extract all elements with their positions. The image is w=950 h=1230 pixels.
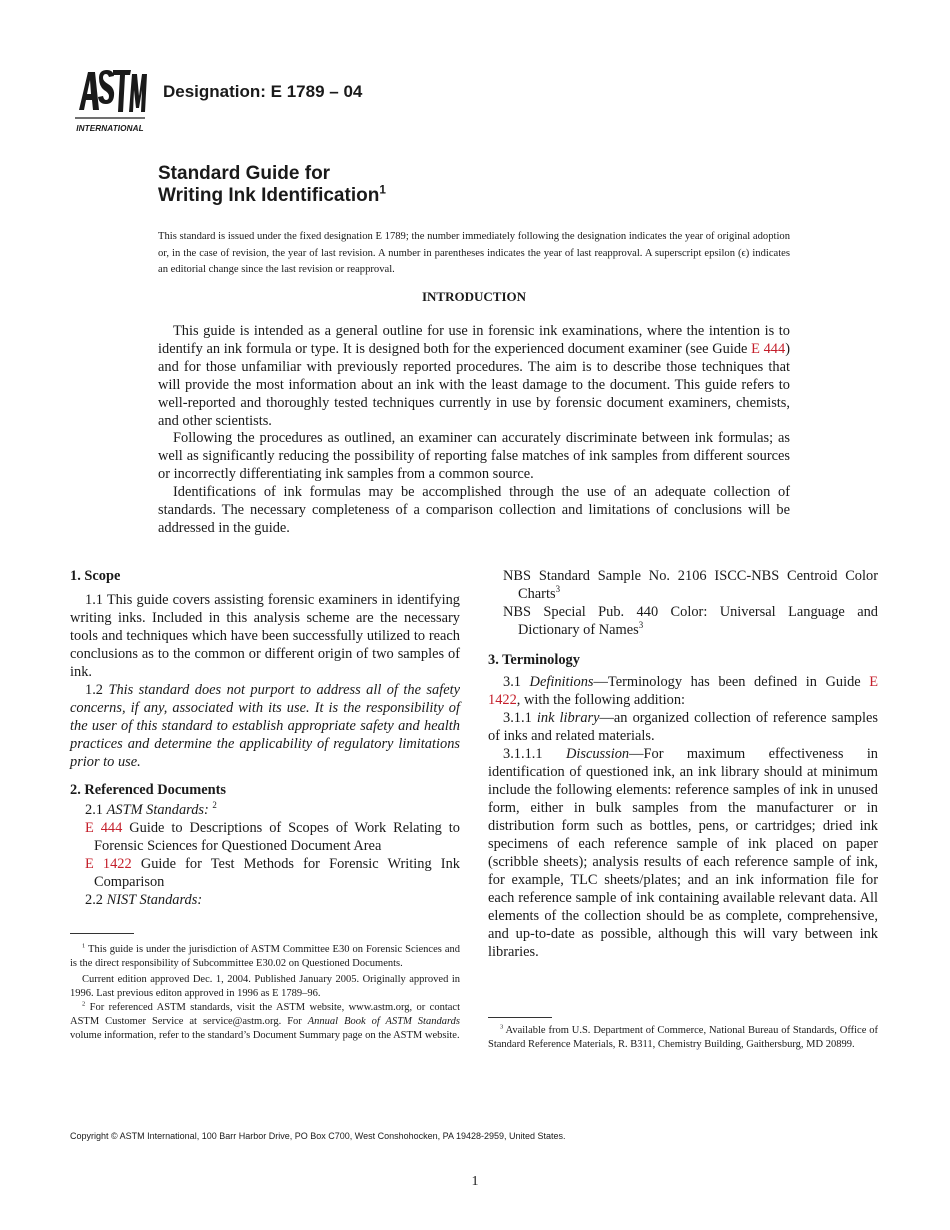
section-3-1-1 [488, 709, 878, 745]
e444-entry-link[interactable]: E 444 [85, 820, 123, 836]
referenced-documents-heading: 2. Referenced Documents [70, 782, 226, 798]
section-3-1-number: 3.1 [503, 674, 530, 690]
footnotes-left [70, 943, 460, 1043]
introduction-body [158, 323, 790, 538]
title-line-1: Standard Guide for [158, 163, 331, 184]
section-1-2-text: This standard does not purport to address all of the safety concerns, if any, associated with its use. It is the responsibility of the user of this standard to establish appropriate safety and health practices and determine the applicability of regulatory limitations prior to use. [70, 682, 460, 770]
copyright-notice: Copyright © ASTM International, 100 Barr Harbor Drive, PO Box C700, West Conshohocken, PA 19428-2959, United States. [70, 1131, 566, 1141]
e1422-entry-text: Guide for Test Methods for Forensic Writing Ink Comparison [94, 856, 460, 890]
left-column [70, 567, 460, 909]
logo-international-text: INTERNATIONAL [76, 124, 144, 133]
nbs-440-footnote-mark: 3 [638, 620, 644, 631]
intro-paragraph-2: Following the procedures as outlined, an examiner can accurately discriminate between ink formulas; as well as significantly reducing the possibility of reporting false matches of ink samples from different sources or incorrectly differentiating ink samples from a common source. [158, 430, 790, 483]
e1422-entry [85, 855, 460, 891]
terminology-heading: 3. Terminology [488, 652, 580, 668]
footnote-1-mark: 1 [82, 942, 86, 950]
e1422-link[interactable]: E 1422 [488, 674, 878, 708]
section-3-1-1-1-label: Discussion [565, 746, 630, 762]
footnote-3-mark: 3 [500, 1023, 504, 1031]
document-title [158, 163, 386, 207]
footnote-2 [70, 1001, 460, 1043]
nbs-440-entry [503, 603, 878, 639]
section-1-1: 1.1 This guide covers assisting forensic examiners in identifying writing inks. Included in this analysis scheme are the necessary tools and techniques which have been successfully utilized to reach conclusions as to the common or different origin of two samples of ink. [70, 592, 460, 680]
footnote-2-text-b: volume information, refer to the standard’s Document Summary page on the ASTM website. [70, 1030, 460, 1041]
footnote-2-mark: 2 [82, 1000, 86, 1008]
section-2-2 [70, 891, 460, 909]
nbs-2106-footnote-mark: 3 [555, 584, 561, 595]
section-3-1-1-1-text: —For maximum effectiveness in identification of questioned ink, an ink library should at minimum include the following elements: reference samples of ink in unused form, either in bulk samples from the manufacturer or in distribution form such as bottles, pens, or cartridges; dried ink specimens of each reference sample of ink placed on paper (scribble sheets); analysis results of each reference sample of ink, for example, TLC sheets/plates; and an ink information file for each reference sample of ink containing available relevant data. All elements of the collection should be as complete, comprehensive, and up-to-date as possible, although this will vary between ink libraries. [488, 746, 879, 960]
section-3-1 [488, 673, 878, 709]
intro-paragraph-3: Identifications of ink formulas may be accomplished through the use of an adequate collection of standards. The necessary completeness of a comparison collection and limitations of conclusions will be addressed in the guide. [158, 484, 790, 536]
right-column [488, 567, 878, 961]
designation: Designation: E 1789 – 04 [163, 82, 363, 101]
title-line-2-text: Writing Ink Identification [158, 185, 380, 206]
section-2-1-number: 2.1 [85, 802, 107, 818]
section-2-1 [70, 801, 460, 819]
introduction-heading: INTRODUCTION [421, 289, 526, 304]
footnote-3-text: Available from U.S. Department of Commerce, National Bureau of Standards, Office of Standard Reference Materials, R. B311, Chemistry Building, Gaithersburg, MD 20899. [488, 1025, 878, 1050]
section-2-2-label: NIST Standards: [106, 892, 203, 908]
intro-paragraph-1 [158, 323, 790, 430]
section-3-1-1-1 [488, 745, 878, 961]
section-3-1-text: —Terminology has been defined in Guide [593, 674, 870, 690]
footnote-2-text-a: For referenced ASTM standards, visit the ASTM website, www.astm.org, or contact ASTM Customer Service at service@astm.org. For [70, 1002, 460, 1027]
footnotes-right [488, 1024, 878, 1052]
footnote-rule-left [70, 933, 134, 934]
issue-note: This standard is issued under the fixed designation E 1789; the number immediately following the designation indicates the year of original adoption or, in the case of revision, the year of last revision. A number in parentheses indicates the year of last reapproval. A superscript epsilon (ϵ) indicates an editorial change since the last revision or reapproval. [158, 231, 790, 275]
section-3-1-tail: , with the following addition: [516, 692, 686, 708]
section-3-1-1-text: —an organized collection of reference samples of inks and related materials. [488, 710, 878, 744]
section-2-2-number: 2.2 [85, 892, 107, 908]
title-line-2 [158, 185, 386, 207]
footnote-3 [488, 1024, 878, 1052]
section-3-1-1-label: ink library [536, 710, 600, 726]
footnote-2-italic: Annual Book of ASTM Standards [307, 1016, 460, 1027]
section-1-2-number: 1.2 [85, 682, 109, 698]
nbs-2106-text: NBS Standard Sample No. 2106 ISCC-NBS Centroid Color Charts [503, 568, 878, 602]
footnote-1 [70, 943, 460, 971]
section-3-1-1-1-number: 3.1.1.1 [503, 746, 566, 762]
scope-heading: 1. Scope [70, 568, 121, 584]
nbs-440-text: NBS Special Pub. 440 Color: Universal Language and Dictionary of Names [503, 604, 878, 638]
e444-link[interactable]: E 444 [751, 340, 786, 357]
astm-logo [69, 66, 151, 138]
title-footnote-mark: 1 [379, 183, 386, 197]
section-3-1-label: Definitions [529, 674, 594, 690]
footnote-1-text: This guide is under the jurisdiction of ASTM Committee E30 on Forensic Sciences and is the direct responsibility of Subcommittee E30.02 on Questioned Documents. [70, 944, 460, 969]
intro-p1-text-b: ) and for those unfamiliar with previously reported procedures. The aim is to describe those techniques that will provide the most information about an ink with the least damage to the document. This guide refers to well-reported and thoroughly tested techniques currently in use by forensic document examiners, chemists, and other scientists. [158, 340, 790, 429]
footnote-1-edition: Current edition approved Dec. 1, 2004. Published January 2005. Originally approved in 1996. Last previous editon approved in 1996 as E 1789–96. [70, 974, 460, 999]
e444-entry-text: Guide to Descriptions of Scopes of Work Relating to Forensic Sciences for Questioned Document Area [94, 820, 460, 854]
page-number: 1 [471, 1174, 479, 1189]
footnote-rule-right [488, 1017, 552, 1018]
section-3-1-1-number: 3.1.1 [503, 710, 537, 726]
nbs-2106-entry [503, 567, 878, 603]
footnote-mark-2: 2 [212, 800, 217, 811]
section-1-2 [70, 681, 460, 771]
e444-entry [85, 819, 460, 855]
intro-p1-text-a: This guide is intended as a general outline for use in forensic ink examinations, where the intention is to identify an ink formula or type. It is designed both for the experienced document examiner (see Guide [158, 323, 790, 357]
e1422-entry-link[interactable]: E 1422 [85, 856, 132, 872]
section-2-1-label: ASTM Standards: [106, 802, 209, 818]
